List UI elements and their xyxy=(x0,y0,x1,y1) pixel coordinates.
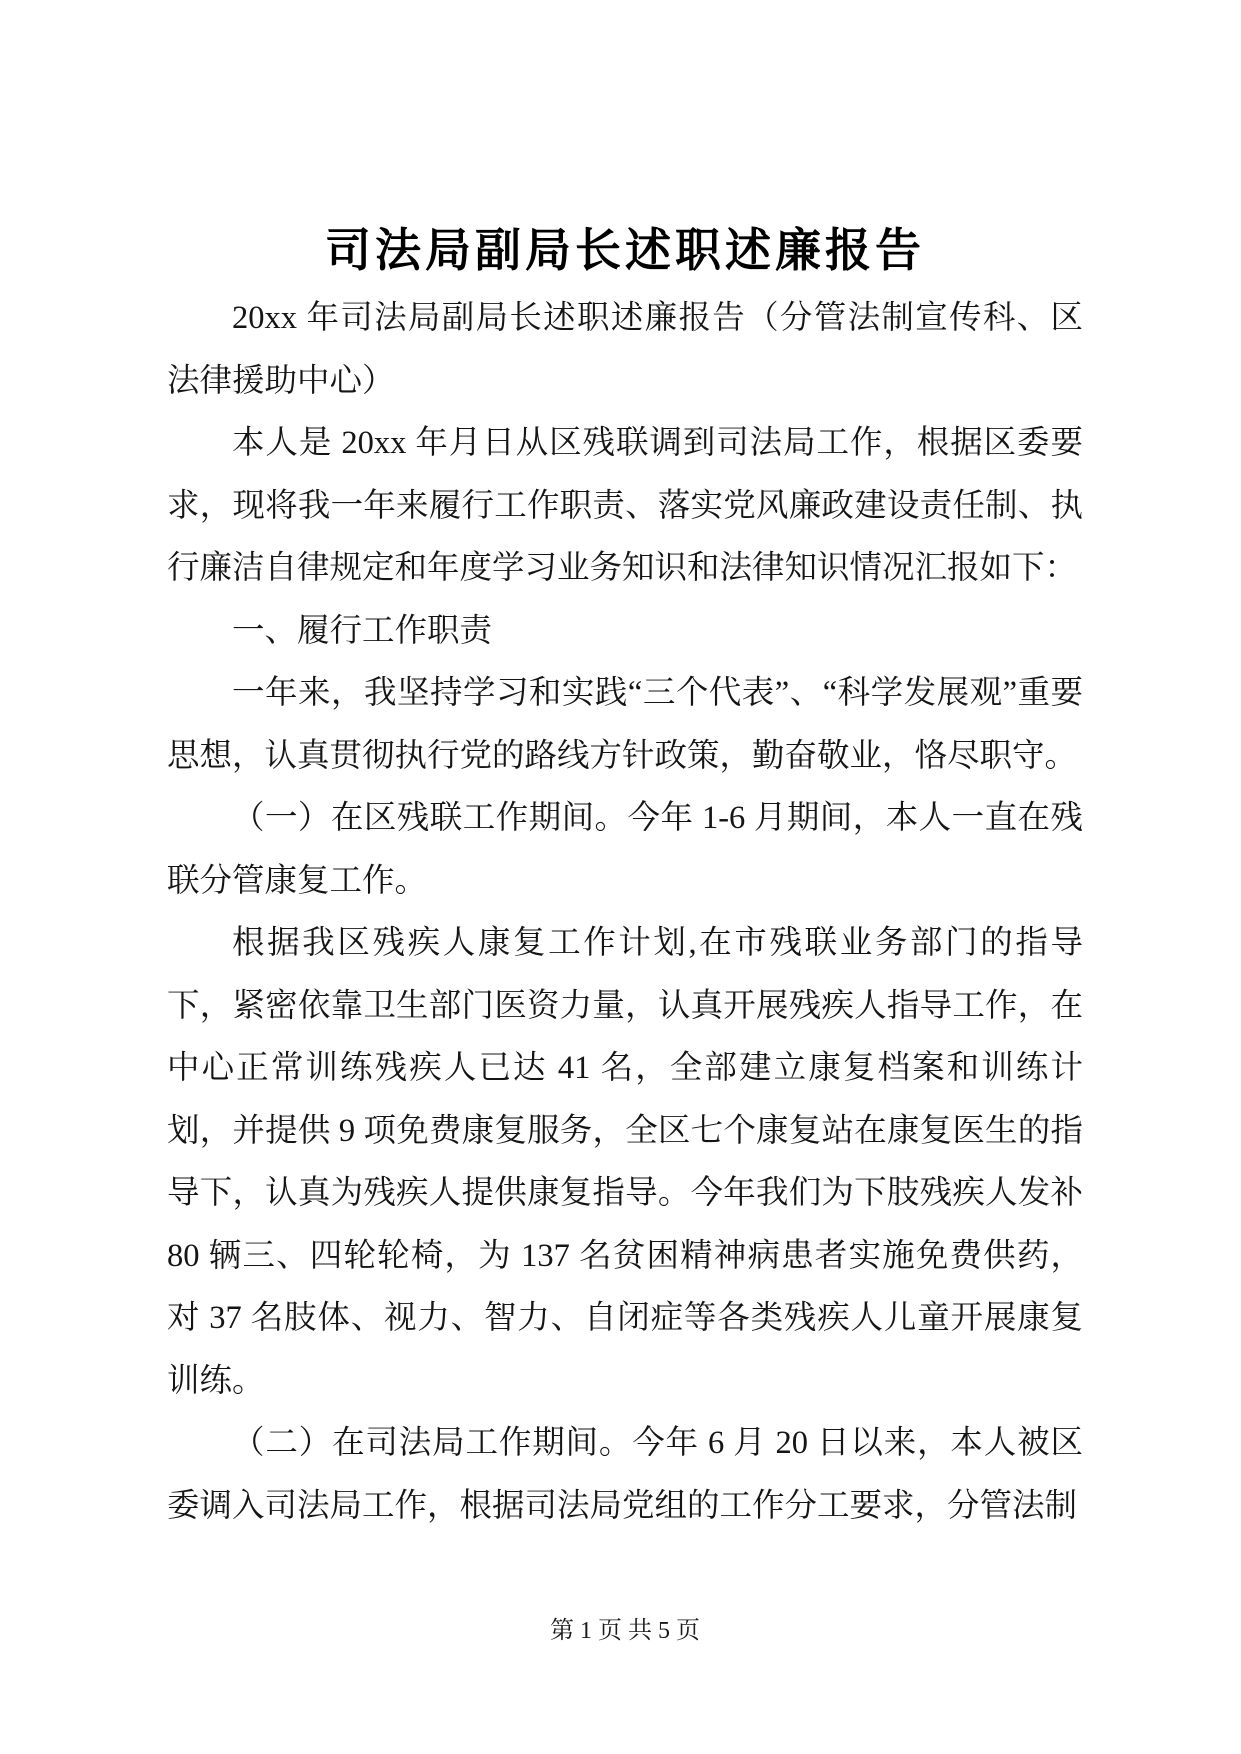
paragraph-guiding-thought: 一年来，我坚持学习和实践“三个代表”、“科学发展观”重要思想，认真贯彻执行党的路线方针政策，勤奋敬业，恪尽职守。 xyxy=(167,675,1083,774)
paragraph-section-heading: 一、履行工作职责 xyxy=(232,612,493,649)
text-column xyxy=(167,214,1083,1537)
page-number-label: 第 1 页 共 5 页 xyxy=(550,1618,700,1644)
paragraph-sifaju-period: （二）在司法局工作期间。今年 6 月 20 日以来，本人被区委调入司法局工作，根据司法局党组的工作分工要求，分管法制 xyxy=(167,1425,1083,1524)
paragraph-canlian-period: （一）在区残联工作期间。今年 1-6 月期间，本人一直在残联分管康复工作。 xyxy=(167,800,1083,899)
document-body xyxy=(167,287,1083,1537)
paragraph-rehab-work: 根据我区残疾人康复工作计划,在市残联业务部门的指导下，紧密依靠卫生部门医资力量，认真开展残疾人指导工作，在中心正常训练残疾人已达 41 名，全部建立康复档案和训练计划，并提供 9 项免费康复服务，全区七个康复站在康复医生的指导下，认真为残疾人提供康复指导。今年我们为下肢残疾人发补 80 辆三、四轮轮椅，为 137 名贫困精神病患者实施免费供药，对 37 名肢体、视力、智力、自闭症等各类残疾人儿童开展康复训练。 xyxy=(167,925,1083,1399)
document-title: 司法局副局长述职述廉报告 xyxy=(325,225,925,276)
page-footer xyxy=(167,1612,1083,1650)
paragraph-intro: 20xx 年司法局副局长述职述廉报告（分管法制宣传科、区法律援助中心） xyxy=(167,300,1083,399)
paragraph-opening: 本人是 20xx 年月日从区残联调到司法局工作，根据区委要求，现将我一年来履行工作职责、落实党风廉政建设责任制、执行廉洁自律规定和年度学习业务知识和法律知识情况汇报如下： xyxy=(167,425,1083,586)
